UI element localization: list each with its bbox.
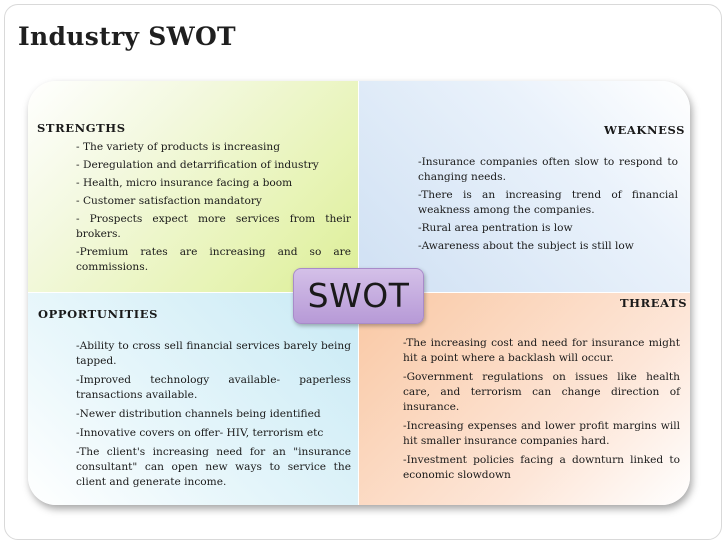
weakness-item: -Awareness about the subject is still low [418, 240, 634, 252]
threats-item: -Government regulations on issues like health care, and terrorism can change direction of insurance. [403, 371, 680, 413]
swot-center-label: SWOT [293, 268, 424, 324]
opportunities-item: -The client's increasing need for an "insurance consultant" can open new ways to service the client and generate income. [76, 446, 351, 488]
weakness-heading: WEAKNESS [604, 123, 686, 137]
threats-item: -Increasing expenses and lower profit margins will hit smaller insurance companies hard. [403, 420, 680, 447]
strengths-heading: STRENGTHS [37, 121, 126, 135]
strengths-item: - Deregulation and detarrification of industry [76, 159, 319, 171]
opportunities-item: -Improved technology available- paperless transactions available. [76, 374, 351, 401]
opportunities-list [76, 339, 351, 494]
strengths-list [76, 140, 351, 278]
weakness-item: -Rural area pentration is low [418, 222, 573, 234]
weakness-item: -Insurance companies often slow to respond to changing needs. [418, 156, 678, 183]
opportunities-heading: OPPORTUNITIES [38, 307, 158, 321]
strengths-item: - Prospects expect more services from their brokers. [76, 213, 351, 240]
weakness-list [418, 155, 678, 257]
opportunities-item: -Ability to cross sell financial services barely being tapped. [76, 340, 351, 367]
strengths-item: - The variety of products is increasing [76, 141, 281, 153]
weakness-item: -There is an increasing trend of financial weakness among the companies. [418, 189, 678, 216]
threats-heading: THREATS [620, 296, 688, 310]
strengths-item: -Premium rates are increasing and so are commissions. [76, 246, 351, 273]
threats-list [403, 336, 680, 487]
threats-item: -The increasing cost and need for insurance might hit a point where a backlash will occur. [403, 337, 680, 364]
strengths-item: - Customer satisfaction mandatory [76, 195, 262, 207]
opportunities-item: -Innovative covers on offer- HIV, terrorism etc [76, 427, 324, 439]
slide-title: Industry SWOT [18, 22, 236, 51]
threats-item: -Investment policies facing a downturn linked to economic slowdown [403, 454, 680, 481]
opportunities-item: -Newer distribution channels being identified [76, 408, 321, 420]
strengths-item: - Health, micro insurance facing a boom [76, 177, 293, 189]
